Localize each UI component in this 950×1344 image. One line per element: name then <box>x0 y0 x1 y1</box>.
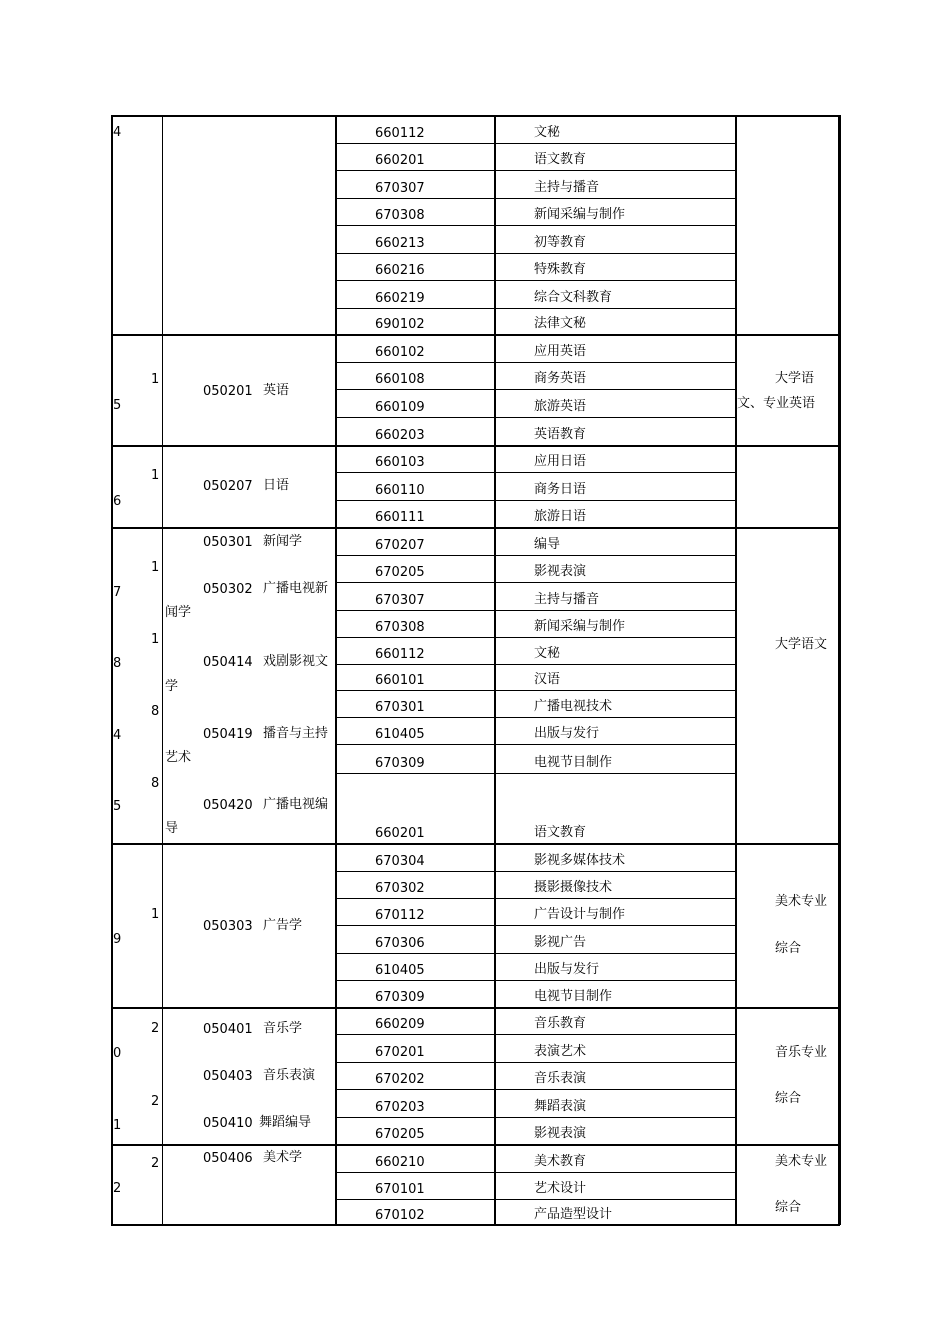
row-divider <box>335 417 735 418</box>
seq-digit: 2 <box>113 1181 122 1196</box>
row-divider <box>335 500 735 501</box>
section-border <box>111 1007 840 1009</box>
seq-digit: 2 <box>151 1156 160 1171</box>
seq-digit: 4 <box>113 125 122 140</box>
row-divider <box>335 925 735 926</box>
table-bottom-border <box>111 1224 840 1226</box>
seq-digit: 9 <box>113 932 122 947</box>
program-name: 编导 <box>534 537 561 552</box>
program-name: 综合文科教育 <box>534 290 613 305</box>
program-name: 电视节目制作 <box>534 755 613 770</box>
program-name: 出版与发行 <box>534 962 600 977</box>
program-code: 660112 <box>375 126 425 141</box>
program-name: 旅游英语 <box>534 399 587 414</box>
exam-subject: 音乐专业 <box>775 1045 828 1060</box>
row-divider <box>335 389 735 390</box>
major-name: 舞蹈编导 <box>259 1115 312 1130</box>
seq-digit: 1 <box>113 1118 122 1133</box>
row-divider <box>335 1172 735 1173</box>
col-divider-name <box>735 115 737 1225</box>
major-name: 广播电视编 <box>263 797 329 812</box>
major-code: 050419 <box>203 727 253 742</box>
section-border <box>111 445 840 447</box>
major-name-wrap: 学 <box>165 679 179 694</box>
program-name: 应用日语 <box>534 454 587 469</box>
seq-digit: 8 <box>151 776 160 791</box>
program-code: 670302 <box>375 881 425 896</box>
section-border <box>111 843 840 845</box>
program-code: 670102 <box>375 1208 425 1223</box>
section-border <box>111 527 840 529</box>
program-code: 670307 <box>375 181 425 196</box>
program-name: 新闻采编与制作 <box>534 207 626 222</box>
major-code: 050406 <box>203 1151 253 1166</box>
section-border <box>111 334 840 336</box>
row-divider <box>335 664 735 665</box>
program-name: 出版与发行 <box>534 726 600 741</box>
program-code: 660111 <box>375 510 425 525</box>
row-divider <box>335 280 735 281</box>
program-code: 670307 <box>375 593 425 608</box>
seq-digit: 8 <box>151 704 160 719</box>
row-divider <box>335 253 735 254</box>
major-code: 050420 <box>203 798 253 813</box>
row-divider <box>335 871 735 872</box>
program-name: 广播电视技术 <box>534 699 613 714</box>
program-code: 670207 <box>375 538 425 553</box>
row-divider <box>335 980 735 981</box>
seq-digit: 4 <box>113 728 122 743</box>
program-name: 摄影摄像技术 <box>534 880 613 895</box>
program-name: 文秘 <box>534 646 561 661</box>
major-code: 050414 <box>203 655 253 670</box>
major-name: 戏剧影视文 <box>263 654 329 669</box>
row-divider <box>335 472 735 473</box>
program-code: 660112 <box>375 647 425 662</box>
program-name: 新闻采编与制作 <box>534 619 626 634</box>
program-code: 670202 <box>375 1072 425 1087</box>
row-divider <box>335 1034 735 1035</box>
program-code: 670203 <box>375 1100 425 1115</box>
seq-digit: 1 <box>151 372 160 387</box>
major-name: 播音与主持 <box>263 726 329 741</box>
program-code: 660101 <box>375 673 425 688</box>
program-code: 670309 <box>375 990 425 1005</box>
row-divider <box>335 143 735 144</box>
major-name: 音乐学 <box>263 1021 303 1036</box>
program-name: 法律文秘 <box>534 316 587 331</box>
row-divider <box>335 225 735 226</box>
major-code: 050303 <box>203 919 253 934</box>
row-divider <box>335 773 735 774</box>
major-name: 广播电视新 <box>263 581 329 596</box>
program-name: 影视表演 <box>534 564 587 579</box>
major-code: 050410 <box>203 1116 253 1131</box>
program-code: 660209 <box>375 1017 425 1032</box>
program-code: 670304 <box>375 854 425 869</box>
program-name: 美术教育 <box>534 1154 587 1169</box>
program-name: 产品造型设计 <box>534 1207 613 1222</box>
row-divider <box>335 308 735 309</box>
program-code: 690102 <box>375 317 425 332</box>
major-name: 美术学 <box>263 1150 303 1165</box>
program-name: 艺术设计 <box>534 1181 587 1196</box>
major-name: 英语 <box>263 383 290 398</box>
col-divider-major <box>335 115 337 1225</box>
major-code: 050302 <box>203 582 253 597</box>
program-code: 670309 <box>375 756 425 771</box>
program-code: 660109 <box>375 400 425 415</box>
row-divider <box>335 953 735 954</box>
seq-digit: 1 <box>151 560 160 575</box>
program-code: 670306 <box>375 936 425 951</box>
section-border <box>111 115 840 117</box>
row-divider <box>335 717 735 718</box>
row-divider <box>335 198 735 199</box>
seq-digit: 1 <box>151 632 160 647</box>
program-code: 660213 <box>375 236 425 251</box>
major-code: 050301 <box>203 535 253 550</box>
seq-digit: 6 <box>113 494 122 509</box>
program-code: 670308 <box>375 208 425 223</box>
section-border <box>111 1144 840 1146</box>
program-name: 初等教育 <box>534 235 587 250</box>
seq-digit: 1 <box>151 907 160 922</box>
program-name: 特殊教育 <box>534 262 587 277</box>
exam-subject: 综合 <box>775 1200 802 1215</box>
major-name-wrap: 艺术 <box>165 750 192 765</box>
seq-digit: 8 <box>113 656 122 671</box>
program-code: 670301 <box>375 700 425 715</box>
program-name: 主持与播音 <box>534 592 600 607</box>
row-divider <box>335 1089 735 1090</box>
row-divider <box>335 555 735 556</box>
row-divider <box>335 690 735 691</box>
exam-subject: 综合 <box>775 941 802 956</box>
exam-subject: 大学语文 <box>775 637 828 652</box>
major-code: 050401 <box>203 1022 253 1037</box>
col-divider-seq <box>162 115 163 1225</box>
exam-subject: 美术专业 <box>775 894 828 909</box>
exam-subject: 文、专业英语 <box>737 396 816 411</box>
program-name: 语文教育 <box>534 152 587 167</box>
program-name: 舞蹈表演 <box>534 1099 587 1114</box>
row-divider <box>335 1199 735 1200</box>
program-name: 商务英语 <box>534 371 587 386</box>
major-code: 050201 <box>203 384 253 399</box>
major-code: 050207 <box>203 479 253 494</box>
program-name: 影视多媒体技术 <box>534 853 626 868</box>
row-divider <box>335 744 735 745</box>
row-divider <box>335 637 735 638</box>
seq-digit: 2 <box>151 1094 160 1109</box>
major-name: 音乐表演 <box>263 1068 316 1083</box>
table-right-border <box>838 115 841 1225</box>
major-name: 新闻学 <box>263 534 303 549</box>
program-code: 660216 <box>375 263 425 278</box>
seq-digit: 7 <box>113 585 122 600</box>
seq-digit: 1 <box>151 468 160 483</box>
program-code: 610405 <box>375 727 425 742</box>
program-code: 660203 <box>375 428 425 443</box>
exam-subject: 美术专业 <box>775 1154 828 1169</box>
program-name: 商务日语 <box>534 482 587 497</box>
major-name: 广告学 <box>263 918 303 933</box>
program-name: 文秘 <box>534 125 561 140</box>
row-divider <box>335 362 735 363</box>
program-code: 670201 <box>375 1045 425 1060</box>
major-name: 日语 <box>263 478 290 493</box>
col-divider-code <box>494 115 496 1225</box>
major-code: 050403 <box>203 1069 253 1084</box>
program-code: 660201 <box>375 826 425 841</box>
row-divider <box>335 610 735 611</box>
program-name: 影视广告 <box>534 935 587 950</box>
program-name: 广告设计与制作 <box>534 907 626 922</box>
program-code: 660219 <box>375 291 425 306</box>
program-code: 660103 <box>375 455 425 470</box>
program-name: 表演艺术 <box>534 1044 587 1059</box>
exam-subject: 大学语 <box>775 371 815 386</box>
program-code: 660108 <box>375 372 425 387</box>
program-code: 670101 <box>375 1182 425 1197</box>
exam-subject: 综合 <box>775 1091 802 1106</box>
row-divider <box>335 582 735 583</box>
program-code: 660201 <box>375 153 425 168</box>
program-name: 语文教育 <box>534 825 587 840</box>
program-code: 660210 <box>375 1155 425 1170</box>
major-name-wrap: 导 <box>165 821 179 836</box>
program-code: 660102 <box>375 345 425 360</box>
seq-digit: 5 <box>113 398 122 413</box>
program-name: 英语教育 <box>534 427 587 442</box>
program-code: 670205 <box>375 1127 425 1142</box>
row-divider <box>335 1117 735 1118</box>
row-divider <box>335 898 735 899</box>
program-name: 音乐教育 <box>534 1016 587 1031</box>
program-name: 影视表演 <box>534 1126 587 1141</box>
row-divider <box>335 170 735 171</box>
major-name-wrap: 闻学 <box>165 605 192 620</box>
program-code: 660110 <box>375 483 425 498</box>
seq-digit: 0 <box>113 1046 122 1061</box>
program-code: 670205 <box>375 565 425 580</box>
row-divider <box>335 1062 735 1063</box>
program-name: 主持与播音 <box>534 180 600 195</box>
program-name: 应用英语 <box>534 344 587 359</box>
program-code: 610405 <box>375 963 425 978</box>
program-code: 670308 <box>375 620 425 635</box>
program-code: 670112 <box>375 908 425 923</box>
seq-digit: 5 <box>113 799 122 814</box>
program-name: 音乐表演 <box>534 1071 587 1086</box>
program-name: 电视节目制作 <box>534 989 613 1004</box>
program-name: 旅游日语 <box>534 509 587 524</box>
seq-digit: 2 <box>151 1021 160 1036</box>
program-name: 汉语 <box>534 672 561 687</box>
